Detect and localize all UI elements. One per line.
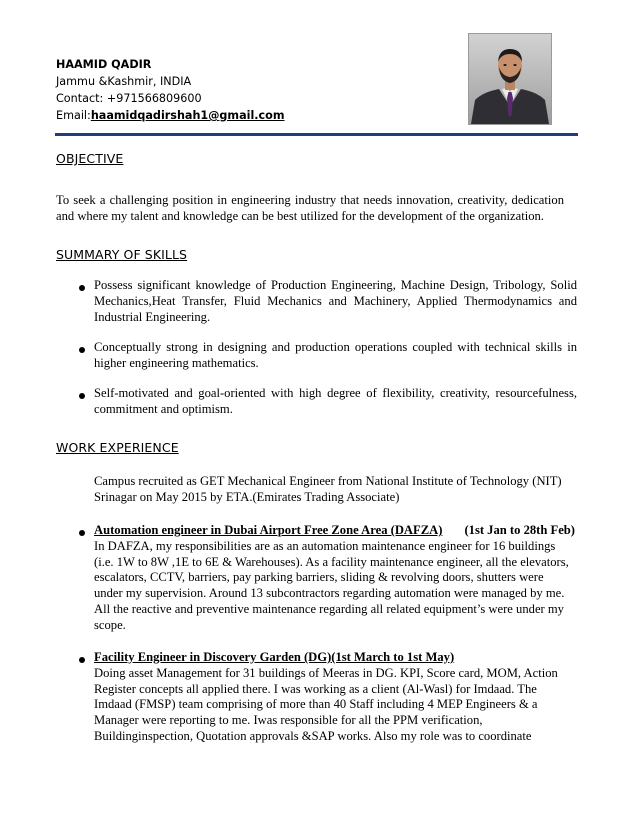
work-intro: Campus recruited as GET Mechanical Engineer from National Institute of Technology (NIT) Srinagar on May 2015 by ETA.(Emirates Trading Associate) (94, 474, 562, 504)
bullet-dot (79, 657, 85, 663)
job-description: Doing asset Management for 31 buildings of Meeras in DG. KPI, Score card, MOM, Action Register concepts all applied there. I was working as a client (Al-Wasl) for Imdaad. The Imdaad (FMSP) team comprising of more than 40 Staff including 4 MEP Engineers & a Manager were reporting to me. Iwas responsible for all the PPM verification, Buildinginspection, Quotation approvals &SAP works. Also my role was to coordinate (94, 665, 558, 743)
bullet-dot (79, 393, 85, 399)
bullet-dot (79, 347, 85, 353)
job-entry (94, 523, 575, 634)
bullet-dot (79, 530, 85, 536)
job-entry (94, 650, 575, 745)
job-dates: (1st Jan to 28th Feb) (464, 523, 575, 537)
job-title: Automation engineer in Dubai Airport Free Zone Area (DAFZA) (94, 523, 443, 537)
job-description: In DAFZA, my responsibilities are as an automation maintenance engineer for 16 buildings (i.e. 1W to 8W ,1E to 6E & Warehouses). As a facility maintenance engineer, all the elevators, escalators, CCTV, barriers, pay parking barriers, sliding & revolving doors, shutters were under my supervision. Around 13 subcontractors regarding automation were managed by me. All the reactive and preventive maintenance regarding all related equipment’s were under my scope. (94, 538, 569, 632)
job-heading (94, 523, 575, 539)
objective-text: To seek a challenging position in engineering industry that needs innovation, creativity, dedication and where my talent and knowledge can be best utilized for the development of the organization. (56, 193, 564, 223)
email-link[interactable]: haamidqadirshah1@gmail.com (90, 109, 285, 122)
portrait-image (469, 34, 551, 124)
job-title: Facility Engineer in Discovery Garden (DG)(1st March to 1st May) (94, 650, 455, 664)
skill-item: Self-motivated and goal-oriented with high degree of flexibility, creativity, resourcefulness, commitment and optimism. (94, 386, 577, 416)
candidate-location: Jammu &Kashmir, INDIA (56, 75, 192, 88)
skills-heading: SUMMARY OF SKILLS (56, 247, 188, 262)
objective-heading: OBJECTIVE (56, 151, 124, 166)
bullet-dot (79, 285, 85, 291)
candidate-contact: Contact: +971566809600 (56, 92, 202, 105)
job-heading (94, 650, 575, 666)
contact-header (56, 56, 476, 124)
candidate-email-line (56, 107, 476, 124)
skill-item: Possess significant knowledge of Production Engineering, Machine Design, Tribology, Solid Mechanics,Heat Transfer, Fluid Mechanics and Machinery, Applied Thermodynamics and Industrial Engineering. (94, 278, 577, 324)
email-label: Email: (56, 109, 91, 122)
work-heading: WORK EXPERIENCE (56, 440, 179, 455)
header-divider (55, 133, 578, 136)
profile-photo (468, 33, 552, 125)
candidate-name: HAAMID QADIR (56, 58, 152, 71)
skill-item: Conceptually strong in designing and production operations coupled with technical skills in higher engineering mathematics. (94, 340, 577, 370)
